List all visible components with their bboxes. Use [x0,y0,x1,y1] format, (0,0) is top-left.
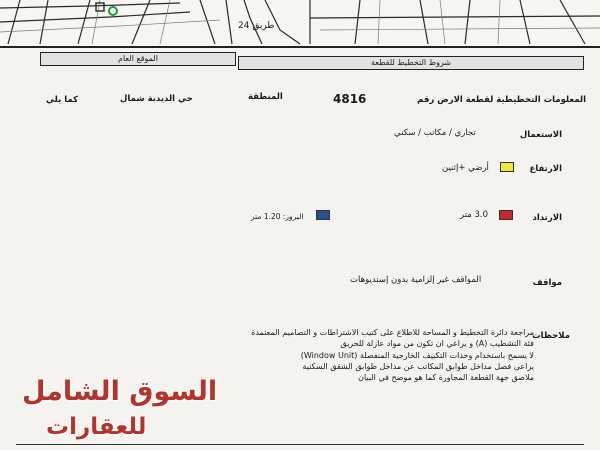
conditions-title-bar [238,56,584,70]
map-drawing [0,0,600,46]
road-label: طريق 24 [238,21,275,31]
setback-label: الارتداد [532,213,562,223]
height-label: الارتفاع [529,164,562,174]
general-location-title: الموقع العام [118,54,158,63]
setback-color-swatch [499,210,513,220]
projection-color-swatch [316,210,330,220]
conditions-title: شروط التخطيط للقطعة [370,58,452,67]
parking-value: المواقف غير إلزامية بدون إستديوهات [350,275,482,285]
parking-label: مواقف [532,278,562,288]
as-follows: كما يلي [46,95,79,105]
plot-info-label: المعلومات التخطيطية لقطعة الارض رقم [417,95,586,105]
watermark-logo-line1: السوق الشامل [22,376,218,407]
notes-label: ملاحظات [532,331,570,341]
setback-value: 3.0 متر [460,210,489,220]
area-value: حي الديدبة شمال [120,94,193,104]
watermark-logo-line2: للعقارات [46,414,147,440]
note-line: مراجعة دائرة التخطيط و المساحة للاطلاع على كتيب الاشتراطات و التصاميم المعتمدة [251,328,534,337]
height-value: أرضي +إثنين [442,163,489,173]
note-line: ملاصق جهة القطعة المجاورة كما هو موضح في البيان [358,373,534,383]
note-line: لا يسمح باستخدام وحدات التكييف الخارجية المنفصلة (Window Unit) [300,350,534,360]
usage-value: تجاري / مكاتب / سكني [394,128,476,138]
note-line: يراعى فصل مداخل طوابق المكاتب عن مداخل طوابق الشقق السكنية [302,361,534,371]
height-color-swatch [500,162,514,172]
note-line: فئة التشطيب (A) و يراعي ان تكون من مواد عازلة للحريق [340,339,534,349]
projection-value: البروز: 1.20 متر [251,212,304,221]
plot-number: 4816 [333,92,367,106]
area-label: المنطقة [248,92,283,102]
site-map [0,0,600,48]
usage-label: الاستعمال [519,130,562,140]
general-location-bar [40,52,236,66]
bottom-border [16,444,584,445]
notes-list [251,327,534,383]
